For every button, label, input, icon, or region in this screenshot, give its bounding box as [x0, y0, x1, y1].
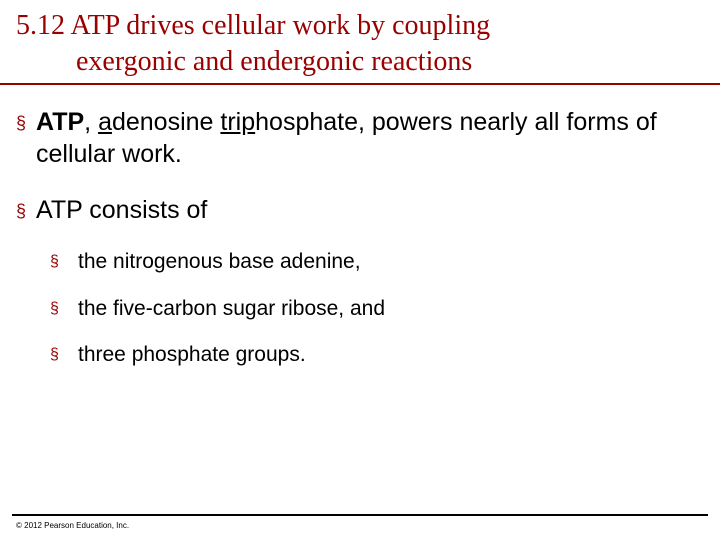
- sub-bullet-text: the nitrogenous base adenine,: [78, 250, 361, 273]
- title-divider: [0, 83, 720, 85]
- bullet-marker-icon: §: [16, 201, 27, 221]
- sub-bullet-ribose: [50, 295, 690, 323]
- slide-title-line-1: 5.12 ATP drives cellular work by coupling: [16, 10, 491, 41]
- sub-bullet-phosphate: [50, 341, 690, 369]
- bullet-text: ATP consists of: [36, 196, 208, 224]
- footer-divider: [12, 514, 708, 516]
- sub-bullet-marker-icon: §: [50, 346, 59, 363]
- bullet-atp-consists: [16, 194, 696, 226]
- text-segment: denosine: [111, 108, 221, 136]
- slide-title: [16, 8, 706, 80]
- text-segment: ,: [84, 108, 99, 136]
- sub-bullet-text: three phosphate groups.: [78, 343, 306, 366]
- text-segment: hosphate, powers nearly all forms of cellular work.: [36, 108, 657, 168]
- bullet-text: [16, 106, 696, 170]
- bullet-marker-icon: §: [16, 113, 27, 133]
- bullet-atp-definition: [16, 106, 696, 170]
- underlined-a: a: [98, 108, 112, 136]
- slide-title-line-2: exergonic and endergonic reactions: [76, 46, 473, 77]
- sub-bullet-adenine: [50, 248, 690, 276]
- atp-term: ATP: [36, 108, 85, 136]
- sub-bullet-marker-icon: §: [50, 253, 59, 270]
- copyright-footer: © 2012 Pearson Education, Inc.: [16, 521, 130, 530]
- underlined-trip: trip: [220, 108, 256, 136]
- sub-bullet-text: the five-carbon sugar ribose, and: [78, 297, 386, 320]
- sub-bullet-marker-icon: §: [50, 300, 59, 317]
